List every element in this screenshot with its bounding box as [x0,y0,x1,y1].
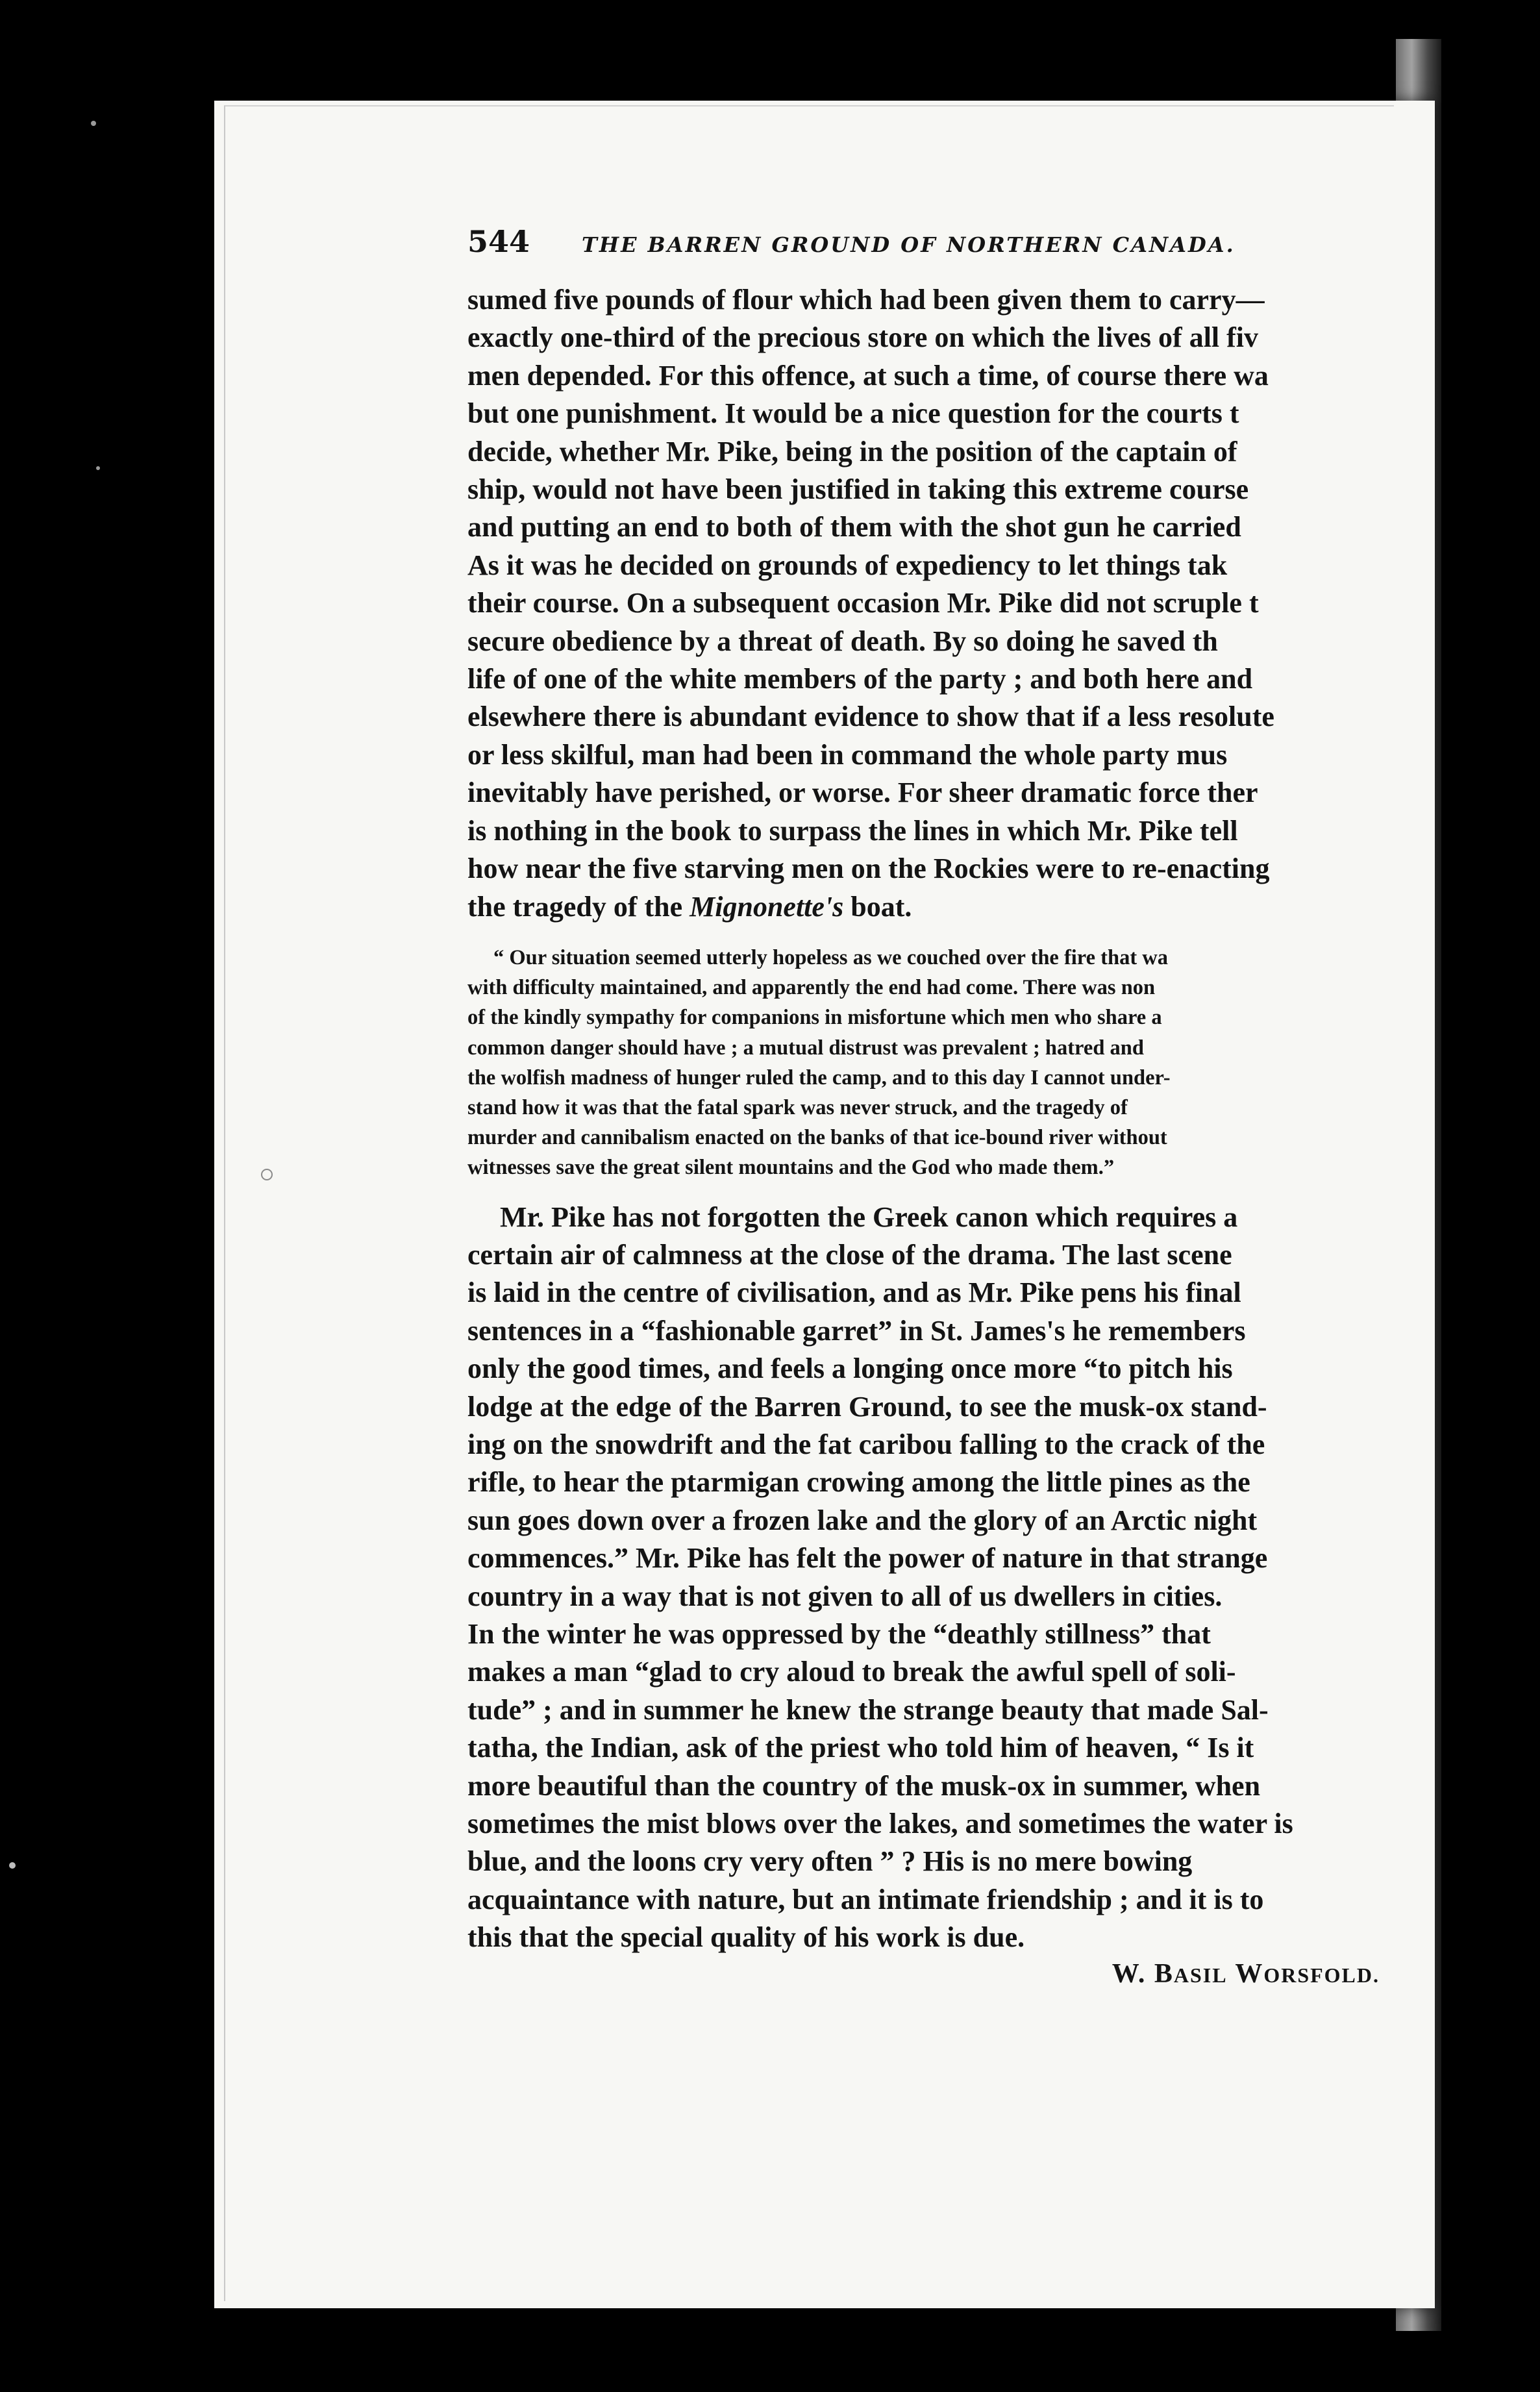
scan-dust-3 [9,1862,16,1869]
page-content [467,224,1422,1989]
scan-mark-circle [261,1169,273,1180]
paragraph-2-line: sometimes the mist blows over the lakes, and sometimes the water is [467,1808,1293,1840]
paragraph-2-line: only the good times, and feels a longing once more “to pitch his [467,1352,1233,1385]
signature-surname-initial: W [1235,1958,1264,1989]
paragraph-2-line: ing on the snowdrift and the fat caribou falling to the crack of the [467,1428,1265,1460]
paragraph-2-line: rifle, to hear the ptarmigan crowing among the little pines as the [467,1466,1250,1499]
paragraph-2-line: commences.” Mr. Pike has felt the power of nature in that strange [467,1542,1268,1575]
paragraph-2-line: country in a way that is not given to all of us dwellers in cities. [467,1580,1223,1612]
scan-dust-2 [96,466,100,470]
paragraph-2-line: more beautiful than the country of the musk-ox in summer, when [467,1769,1261,1802]
paragraph-1-line: but one punishment. It would be a nice question for the courts t [467,397,1239,430]
paragraph-2-line: acquaintance with nature, but an intimate friendship ; and it is to [467,1883,1264,1915]
quote-line: of the kindly sympathy for companions in misfortune which men who share a [467,1006,1162,1030]
signature-given-rest: ASIL [1173,1963,1228,1987]
running-head [467,224,1422,259]
paragraph-2-line: sun goes down over a frozen lake and the glory of an Arctic night [467,1504,1258,1536]
paragraph-1-line: or less skilful, man had been in command the whole party mus [467,738,1228,771]
paragraph-1-line: their course. On a subsequent occasion Mr. Pike did not scruple t [467,587,1259,619]
quote-line: stand how it was that the fatal spark was never struck, and the tragedy of [467,1095,1128,1119]
paragraph-1-line: As it was he decided on grounds of expediency to let things tak [467,549,1228,581]
quote-line: the wolfish madness of hunger ruled the camp, and to this day I cannot under- [467,1065,1171,1090]
paragraph-1-line: ship, would not have been justified in taking this extreme course [467,473,1249,506]
running-title: THE BARREN GROUND OF NORTHERN CANADA. [582,232,1236,257]
quote-line: murder and cannibalism enacted on the banks of that ice-bound river without [467,1126,1167,1150]
page-number: 544 [467,224,530,259]
quote-line: witnesses save the great silent mountains and the God who made them.” [467,1156,1115,1180]
paragraph-2-line: Mr. Pike has not forgotten the Greek canon which requires a [500,1201,1238,1233]
paragraph-1-line: and putting an end to both of them with the shot gun he carried [467,511,1241,543]
paragraph-2-line: lodge at the edge of the Barren Ground, to see the musk-ox stand- [467,1390,1267,1423]
paragraph-1-line: exactly one-third of the precious store on which the lives of all fiv [467,321,1259,354]
scan-dust-1 [91,121,96,126]
block-quote [467,943,1422,1183]
paragraph-1-line: men depended. For this offence, at such a time, of course there wa [467,359,1269,392]
paragraph-2-line: makes a man “glad to cry aloud to break the awful spell of soli- [467,1656,1236,1688]
paragraph-1-line: elsewhere there is abundant evidence to show that if a less resolute [467,701,1274,733]
paragraph-2-line: is laid in the centre of civilisation, and as Mr. Pike pens his final [467,1277,1241,1309]
paragraph-2 [467,1199,1422,1957]
paragraph-1-line: inevitably have perished, or worse. For sheer dramatic force ther [467,777,1258,809]
paragraph-2-line: sentences in a “fashionable garret” in St. James's he remembers [467,1314,1246,1347]
quote-line: with difficulty maintained, and apparently the end had come. There was non [467,976,1156,1000]
author-signature [1112,1958,1380,1989]
quote-line: “ Our situation seemed utterly hopeless as we couched over the fire that wa [493,945,1169,969]
paragraph-1-line: is nothing in the book to surpass the lines in which Mr. Pike tell [467,814,1238,847]
paragraph-2-line: In the winter he was oppressed by the “deathly stillness” that [467,1618,1211,1650]
paragraph-2-line: blue, and the loons cry very often ” ? His is no mere bowing [467,1845,1193,1878]
paragraph-1-line: decide, whether Mr. Pike, being in the position of the captain of [467,435,1237,467]
signature-initial: W. B [1112,1958,1174,1989]
paragraph-2-line: tude” ; and in summer he knew the strange beauty that made Sal- [467,1693,1269,1726]
paragraph-1 [467,281,1422,926]
paragraph-1-line: life of one of the white members of the party ; and both here and [467,663,1253,695]
paragraph-2-line: tatha, the Indian, ask of the priest who told him of heaven, “ Is it [467,1732,1254,1764]
signature-surname-rest: ORSFOLD. [1263,1963,1380,1987]
paragraph-1-line: the tragedy of the Mignonette's boat. [467,890,912,923]
paragraph-2-line: certain air of calmness at the close of the drama. The last scene [467,1238,1232,1271]
paragraph-1-line: secure obedience by a threat of death. By so doing he saved th [467,625,1218,657]
paragraph-1-line: sumed five pounds of flour which had been given them to carry— [467,284,1265,316]
paragraph-1-line: how near the five starving men on the Rockies were to re-enacting [467,853,1270,885]
paragraph-2-line: this that the special quality of his work is due. [467,1921,1025,1954]
quote-line: common danger should have ; a mutual distrust was prevalent ; hatred and [467,1036,1144,1060]
